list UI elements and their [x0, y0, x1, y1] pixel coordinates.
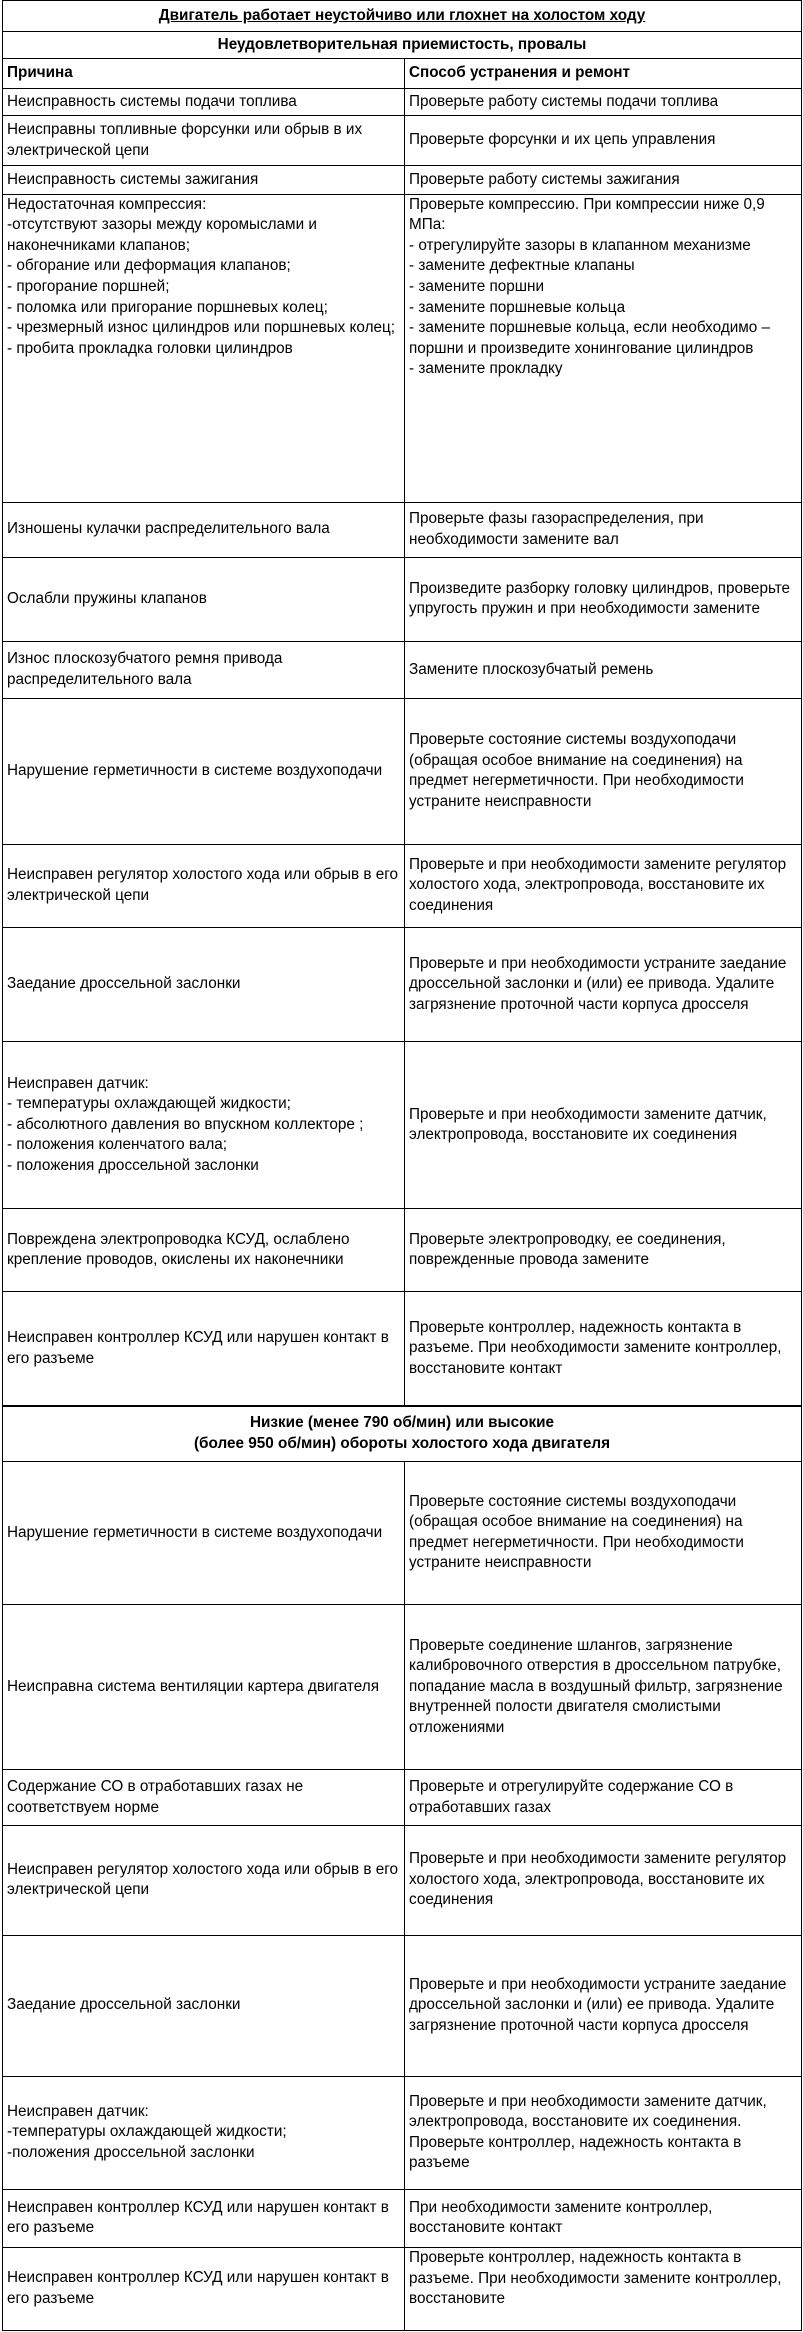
table-row [3, 115, 802, 165]
fix-cell: Проверьте и при необходимости устраните заедание дроссельной заслонки и (или) ее привода. Удалите загрязнение проточной части корпуса дросселя [405, 927, 802, 1042]
fix-cell: Проверьте и при необходимости замените регулятор холостого хода, электропровода, восстановите их соединения [405, 1825, 802, 1935]
table-row [3, 1770, 802, 1825]
cause-cell: Нарушение герметичности в системе воздухоподачи [3, 698, 405, 844]
section-heading-row [3, 32, 802, 59]
fix-cell: Проверьте состояние системы воздухоподачи (обращая особое внимание на соединения) на предмет негерметичности. При необходимости устраните неисправности [405, 1461, 802, 1604]
section-heading: Неудовлетворительная приемистость, провалы [3, 32, 802, 59]
table-row [3, 698, 802, 844]
fix-cell: Проверьте и при необходимости замените регулятор холостого хода, электропровода, восстановите их соединения [405, 844, 802, 927]
fix-cell: Произведите разборку головку цилиндров, проверьте упругость пружин и при необходимости замените [405, 557, 802, 642]
table-row [3, 194, 802, 503]
fix-cell: Проверьте контроллер, надежность контакта в разъеме. При необходимости замените контроллер, восстановите контакт [405, 1292, 802, 1406]
cause-cell: Неисправны топливные форсунки или обрыв в их электрической цепи [3, 115, 405, 165]
fix-cell: Проверьте состояние системы воздухоподачи (обращая особое внимание на соединения) на предмет негерметичности. При необходимости устраните неисправности [405, 698, 802, 844]
column-header-cause: Причина [3, 59, 405, 88]
table-row [3, 844, 802, 927]
table-row [3, 1935, 802, 2076]
cause-cell: Неисправна система вентиляции картера двигателя [3, 1604, 405, 1769]
cause-cell: Неисправен контроллер КСУД или нарушен контакт в его разъеме [3, 2248, 405, 2331]
troubleshooting-table [2, 0, 802, 2331]
cause-cell: Недостаточная компрессия: -отсутствуют зазоры между коромыслами и наконечниками клапанов; - обгорание или деформация клапанов; - прогорание поршней; - поломка или пригорание поршневых колец; - чрезмерный износ цилиндров или поршневых колец; - пробита прокладка головки цилиндров [3, 194, 405, 503]
fix-cell: Проверьте форсунки и их цепь управления [405, 115, 802, 165]
cause-cell: Изношены кулачки распределительного вала [3, 503, 405, 557]
cause-cell: Неисправен контроллер КСУД или нарушен контакт в его разъеме [3, 1292, 405, 1406]
section-heading-row [3, 1406, 802, 1461]
fix-cell: Проверьте компрессию. При компрессии ниже 0,9 МПа: - отрегулируйте зазоры в клапанном механизме - замените дефектные клапаны - замените поршни - замените поршневые кольца - замените поршневые кольца, если необходимо – поршни и произведите хонингование цилиндров - замените прокладку [405, 194, 802, 503]
table-row [3, 2248, 802, 2331]
table-row [3, 88, 802, 115]
section-heading: Низкие (менее 790 об/мин) или высокие (более 950 об/мин) обороты холостого хода двигателя [3, 1406, 802, 1461]
table-row [3, 2189, 802, 2247]
fix-cell: Проверьте работу системы подачи топлива [405, 88, 802, 115]
table-row [3, 642, 802, 698]
table-row [3, 503, 802, 557]
fix-cell: Проверьте фазы газораспределения, при необходимости замените вал [405, 503, 802, 557]
column-header-fix: Способ устранения и ремонт [405, 59, 802, 88]
fix-cell: При необходимости замените контроллер, восстановите контакт [405, 2189, 802, 2247]
cause-cell: Неисправен датчик: - температуры охлаждающей жидкости; - абсолютного давления во впускном коллекторе ; - положения коленчатого вала; - положения дроссельной заслонки [3, 1042, 405, 1208]
table-row [3, 166, 802, 194]
table-row [3, 2076, 802, 2189]
fix-cell: Проверьте и при необходимости замените датчик, электропровода, восстановите их соединения. Проверьте контроллер, надежность контакта в разъеме [405, 2076, 802, 2189]
table-row [3, 557, 802, 642]
column-header-row [3, 59, 802, 88]
cause-cell: Неисправность системы зажигания [3, 166, 405, 194]
title-row [3, 1, 802, 32]
fix-cell: Проверьте контроллер, надежность контакта в разъеме. При необходимости замените контроллер, восстановите [405, 2248, 802, 2331]
fix-cell: Проверьте электропроводку, ее соединения, поврежденные провода замените [405, 1208, 802, 1292]
cause-cell: Ослабли пружины клапанов [3, 557, 405, 642]
cause-cell: Заедание дроссельной заслонки [3, 1935, 405, 2076]
fix-cell: Проверьте и при необходимости устраните заедание дроссельной заслонки и (или) ее привода. Удалите загрязнение проточной части корпуса дросселя [405, 1935, 802, 2076]
fix-cell: Проверьте работу системы зажигания [405, 166, 802, 194]
cause-cell: Повреждена электропроводка КСУД, ослаблено крепление проводов, окислены их наконечники [3, 1208, 405, 1292]
cause-cell: Неисправность системы подачи топлива [3, 88, 405, 115]
table-row [3, 1461, 802, 1604]
fix-cell: Замените плоскозубчатый ремень [405, 642, 802, 698]
cause-cell: Износ плоскозубчатого ремня привода распределительного вала [3, 642, 405, 698]
cause-cell: Неисправен регулятор холостого хода или обрыв в его электрической цепи [3, 1825, 405, 1935]
cause-cell: Нарушение герметичности в системе воздухоподачи [3, 1461, 405, 1604]
table-row [3, 1604, 802, 1769]
table-row [3, 1292, 802, 1406]
fix-cell: Проверьте и при необходимости замените датчик, электропровода, восстановите их соединения [405, 1042, 802, 1208]
table-row [3, 1208, 802, 1292]
table-row [3, 927, 802, 1042]
fix-cell: Проверьте соединение шлангов, загрязнение калибровочного отверстия в дроссельном патрубке, попадание масла в воздушный фильтр, загрязнение внутренней полости двигателя смолистыми отложениями [405, 1604, 802, 1769]
fix-cell: Проверьте и отрегулируйте содержание СО в отработавших газах [405, 1770, 802, 1825]
document-title: Двигатель работает неустойчиво или глохнет на холостом ходу [3, 1, 802, 32]
cause-cell: Неисправен регулятор холостого хода или обрыв в его электрической цепи [3, 844, 405, 927]
cause-cell: Неисправен датчик: -температуры охлаждающей жидкости; -положения дроссельной заслонки [3, 2076, 405, 2189]
cause-cell: Неисправен контроллер КСУД или нарушен контакт в его разъеме [3, 2189, 405, 2247]
cause-cell: Заедание дроссельной заслонки [3, 927, 405, 1042]
table-row [3, 1825, 802, 1935]
cause-cell: Содержание СО в отработавших газах не соответствуем норме [3, 1770, 405, 1825]
table-row [3, 1042, 802, 1208]
